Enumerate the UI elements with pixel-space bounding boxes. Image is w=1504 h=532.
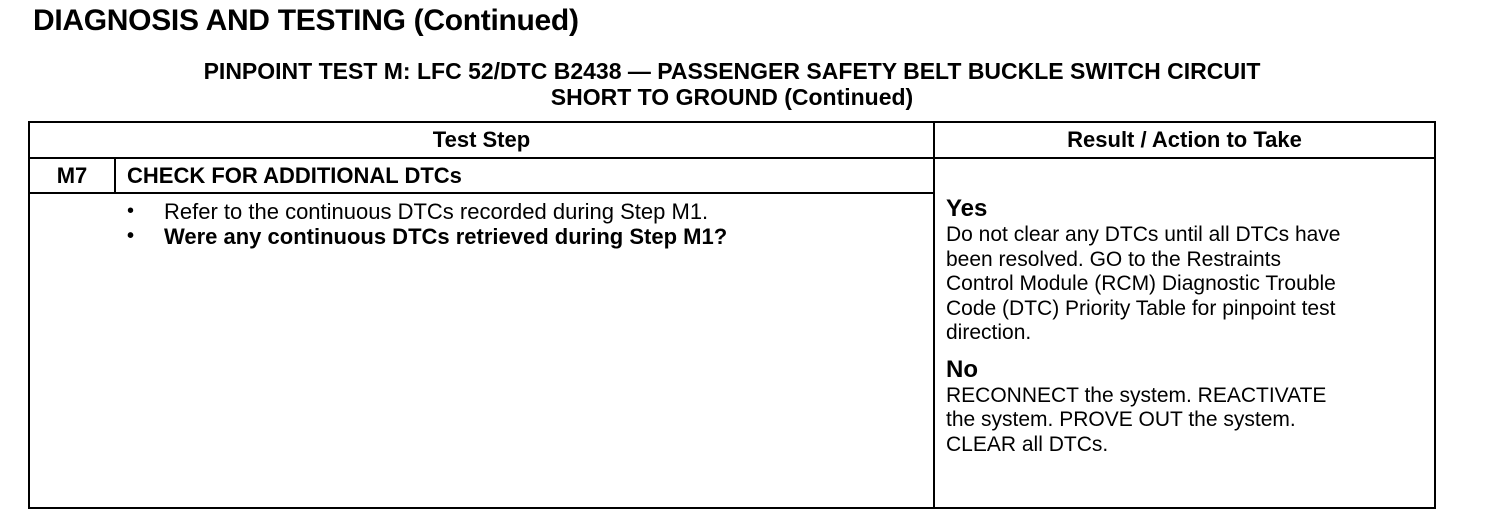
pinpoint-test-title-line2: SHORT TO GROUND (Continued) <box>550 84 914 110</box>
step-title-divider <box>30 192 933 194</box>
step-title: CHECK FOR ADDITIONAL DTCs <box>127 163 462 188</box>
bullet-icon: • <box>127 200 135 222</box>
step-id-divider <box>114 159 116 192</box>
result-actions <box>946 195 1434 467</box>
result-no-label: No <box>946 355 978 383</box>
list-item: • Refer to the continuous DTCs recorded during Step M1. <box>127 199 709 224</box>
pinpoint-test-table <box>28 121 1436 509</box>
pinpoint-test-title-line1: PINPOINT TEST M: LFC 52/DTC B2438 — PASSENGER SAFETY BELT BUCKLE SWITCH CIRCUIT <box>203 58 1261 84</box>
result-yes-label: Yes <box>946 195 988 222</box>
result-yes-text: Do not clear any DTCs until all DTCs have been resolved. GO to the Restraints Control Module (RCM) Diagnostic Trouble Code (DTC) Priority Table for pinpoint test direction. <box>946 223 1341 344</box>
step-instructions <box>122 199 727 249</box>
page-title: DIAGNOSIS AND TESTING (Continued) <box>33 4 579 37</box>
column-header-test-step: Test Step <box>432 127 531 152</box>
column-divider <box>933 123 935 509</box>
step-id: M7 <box>56 163 88 188</box>
bullet-icon: • <box>127 225 135 247</box>
result-no-text: RECONNECT the system. REACTIVATE the system. PROVE OUT the system. CLEAR all DTCs. <box>946 383 1327 456</box>
list-item: • Were any continuous DTCs retrieved during Step M1? <box>127 224 728 249</box>
column-header-result: Result / Action to Take <box>1067 127 1302 152</box>
